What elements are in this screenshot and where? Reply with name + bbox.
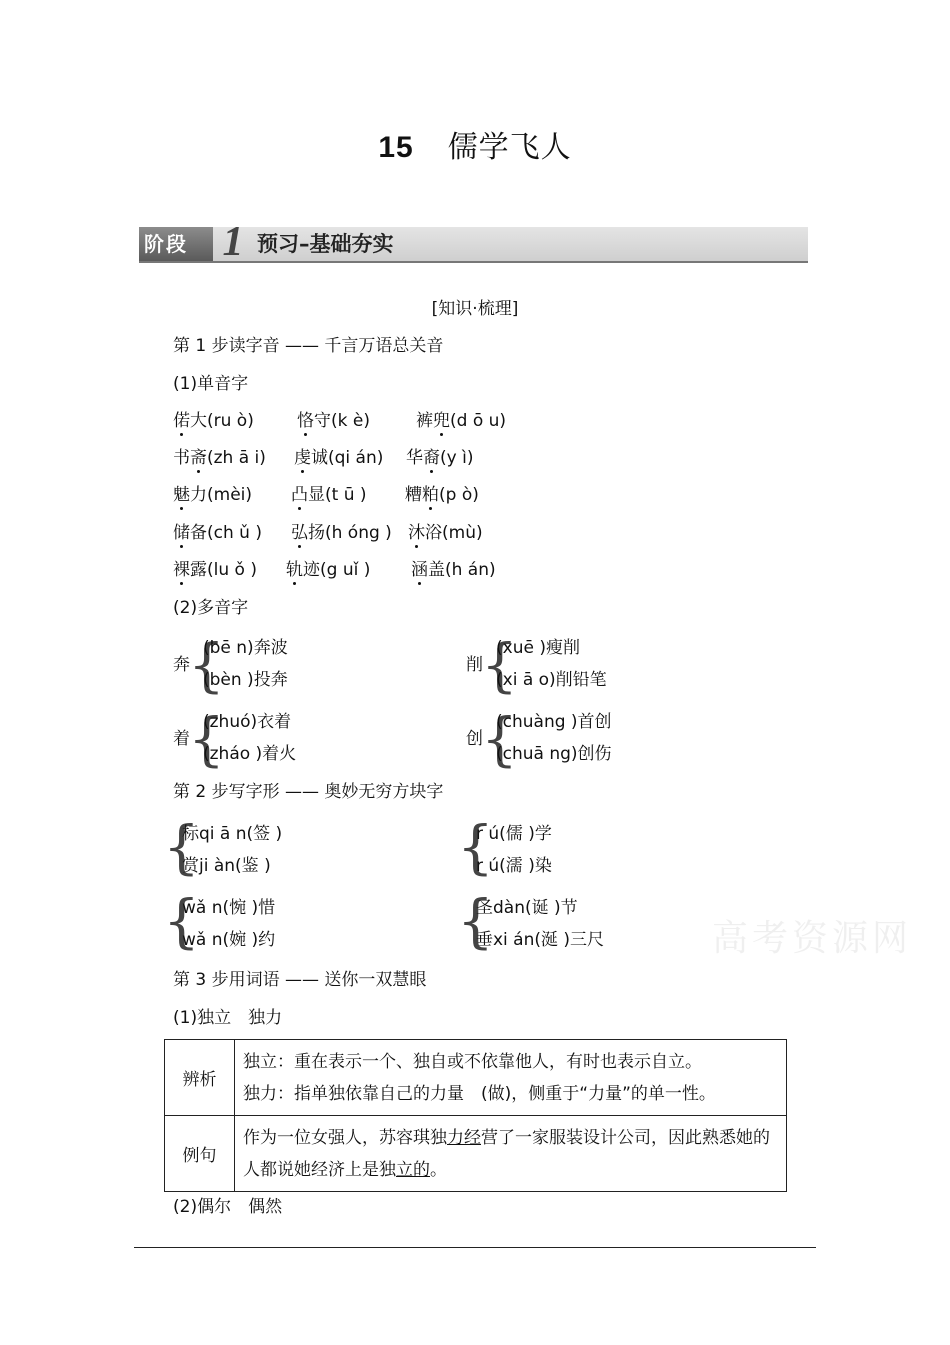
form-line: r ú(濡 )染 [476,856,552,876]
brace-icon: { [457,813,494,881]
mono-char-item [297,410,370,432]
brace-icon: { [481,705,518,773]
poly-line: (xi ā o)削铅笔 [496,670,607,690]
mono-char: 斋 [190,448,207,468]
poly-line: (bèn )投奔 [203,670,288,690]
mono-char: 沐 [408,523,425,543]
mono-pinyin: (y ì) [440,448,474,468]
poly-char: 创 [466,729,483,749]
mono-char: 扬 [308,523,325,543]
stage-label: 预习–基础夯实 [257,232,394,256]
brace-icon: { [457,887,494,955]
mono-pinyin: (ch ǔ ) [207,523,262,543]
stage-banner [139,219,808,265]
footer-rule [134,1247,816,1248]
mono-pinyin: (ru ò) [207,411,254,431]
mono-char-item [416,410,506,432]
brace-icon: { [481,631,518,699]
mono-char: 魅 [173,485,190,505]
mono-char: 迹 [303,560,320,580]
mono-char: 华 [406,448,423,468]
example-blank: 力经 [447,1127,481,1148]
poly-line: (zhuó)衣着 [203,712,292,732]
step1-sub1: (1)单音字 [173,374,249,394]
brace-icon: { [163,813,200,881]
mono-char: 储 [173,523,190,543]
mono-char: 粕 [422,485,439,505]
word-comparison-table [164,1039,787,1192]
poly-char: 奔 [173,655,190,675]
mono-char: 露 [190,560,207,580]
step2-heading: 第 2 步写字形 —— 奥妙无穷方块字 [173,782,444,802]
mono-pinyin: (h án) [445,560,496,580]
example-text: 。 [430,1159,447,1180]
mono-char: 偌 [173,411,190,431]
step3-heading: 第 3 步用词语 —— 送你一双慧眼 [173,970,427,990]
step1-heading: 第 1 步读字音 —— 千言万语总关音 [173,336,444,356]
poly-char: 着 [173,729,190,749]
form-line: 圣dàn(诞 )节 [476,898,578,918]
mono-char-item [405,484,479,506]
lesson-number: 15 [378,131,414,164]
mono-char: 裤 [416,411,433,431]
table-cell-example [235,1116,787,1192]
mono-char: 兜 [433,411,450,431]
mono-pinyin: (qi án) [328,448,384,468]
mono-char: 糟 [405,485,422,505]
mono-char: 诚 [311,448,328,468]
table-cell-analysis [235,1040,787,1116]
mono-char: 虔 [294,448,311,468]
mono-pinyin: (k è) [331,411,370,431]
mono-char-item [286,559,370,581]
step3-sub1: (1)独立 独力 [173,1008,283,1028]
mono-char: 书 [173,448,190,468]
mono-pinyin: (lu ǒ ) [207,560,257,580]
mono-char-item [173,559,257,581]
example-blank: 立的 [396,1159,430,1180]
mono-pinyin: (d ō u) [450,411,507,431]
mono-char: 凸 [291,485,308,505]
mono-char: 浴 [425,523,442,543]
mono-char-item [173,484,252,506]
mono-char: 盖 [428,560,445,580]
mono-char: 大 [190,411,207,431]
mono-pinyin: (g uǐ ) [320,560,371,580]
mono-pinyin: (mèi) [207,485,253,505]
form-line: r ú(儒 )学 [476,824,552,844]
step3-sub2: (2)偶尔 偶然 [173,1197,283,1217]
poly-line: (chuā ng)创伤 [496,744,612,764]
form-line: wǎ n(惋 )惜 [182,898,276,918]
mono-pinyin: (t ū ) [325,485,367,505]
form-line: 赏ji àn(鉴 ) [182,856,271,876]
table-head-example: 例句 [165,1116,235,1192]
mono-char: 力 [190,485,207,505]
mono-char-item [291,484,367,506]
mono-pinyin: (zh ā i) [207,448,266,468]
mono-char: 弘 [291,523,308,543]
mono-char: 显 [308,485,325,505]
mono-char: 备 [190,523,207,543]
mono-char-item [406,447,473,469]
analysis-line: 独力：指单独依靠自己的力量 (做)，侧重于“力量”的单一性。 [243,1083,716,1104]
mono-char-item [294,447,383,469]
brace-icon: { [188,705,225,773]
mono-char-item [173,447,266,469]
poly-line: (xuē )瘦削 [496,638,580,658]
mono-char: 裔 [423,448,440,468]
table-head-analysis: 辨析 [165,1040,235,1116]
mono-char-item [173,410,254,432]
stage-number: 1 [222,219,244,265]
mono-char-item [173,522,262,544]
stage-box: 阶段 [139,227,213,261]
analysis-line: 独立：重在表示一个、独自或不依靠他人，有时也表示自立。 [243,1051,702,1072]
mono-char-item [408,522,483,544]
example-text: 作为一位女强人，苏容琪独 [243,1127,447,1148]
brace-icon: { [163,887,200,955]
mono-char: 涵 [411,560,428,580]
mono-char: 守 [314,411,331,431]
poly-line: (chuàng )首创 [496,712,612,732]
section-tag: [知识·梳理] [431,299,519,319]
mono-char: 恪 [297,411,314,431]
mono-pinyin: (h óng ) [325,523,392,543]
poly-line: (zháo )着火 [203,744,297,764]
form-line: wǎ n(婉 )约 [182,930,276,950]
poly-char: 削 [466,655,483,675]
page-title [0,122,950,166]
form-line: 垂xi án(涎 )三尺 [476,930,605,950]
example-text: 营了一家服装设计公司，因此熟悉她的人都说她经济上是独 [243,1127,770,1180]
mono-pinyin: (mù) [442,523,483,543]
mono-char: 裸 [173,560,190,580]
mono-pinyin: (p ò) [439,485,479,505]
step1-sub2: (2)多音字 [173,598,249,618]
form-line: 标qi ā n(签 ) [182,824,283,844]
mono-char-item [291,522,392,544]
brace-icon: { [188,631,225,699]
mono-char-item [411,559,496,581]
mono-char: 轨 [286,560,303,580]
poly-line: (bē n)奔波 [203,638,288,658]
lesson-title: 儒学飞人 [447,130,572,165]
watermark: 高考资源网 [712,918,913,959]
